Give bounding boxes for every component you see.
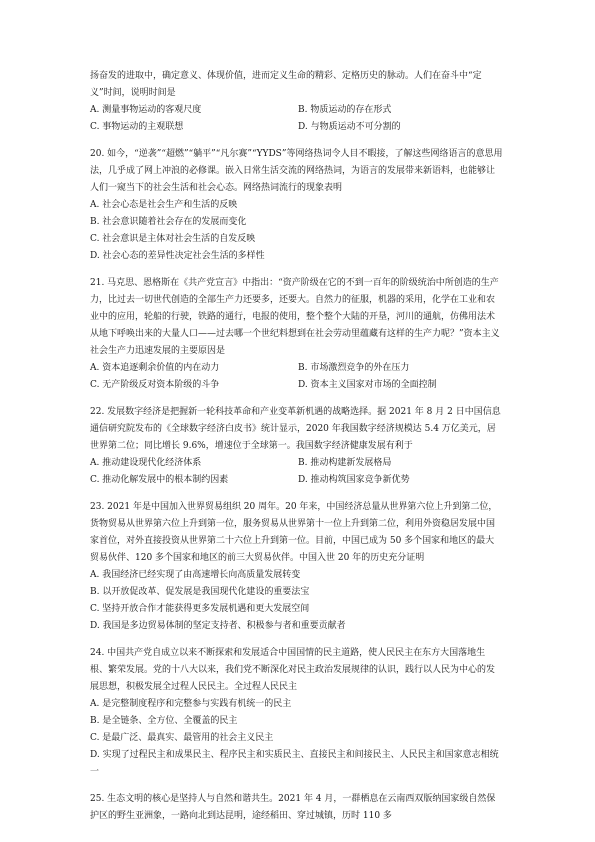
question-stem: 23. 2021 年是中国加入世界贸易组织 20 周年。20 年来，中国经济总量从世界第六位上升到第二位，货物贸易从世界第六位上升到第一位，服务贸易从世界第十一位上升到第二位，利用外资稳居发展中国家首位，对外直接投资从世界第二十六位上升到第一位。目前，中国已成为 50 多个国家和地区的最大贸易伙伴、120 多个国家和地区的前三大贸易伙伴。中国入世 20 年的历史充分证明 [90, 502, 498, 563]
question-20 [90, 146, 503, 265]
question-stem: 22. 发展数字经济是把握新一轮科技革命和产业变革新机遇的战略选择。据 2021 年 8 月 2 日中国信息通信研究院发布的《全球数字经济白皮书》统计显示，2020 年我国数字经济规模达 5.4 万亿美元，居世界第二位；同比增长 9.6%，增速位于全球第一。我国数字经济健康发展有利于 [90, 407, 501, 451]
option-b: B. 推动构建新发展格局 [298, 458, 392, 468]
option-a: A. 我国经济已经实现了由高速增长向高质量发展转变 [90, 570, 301, 580]
question-21 [90, 275, 503, 394]
options-group [90, 360, 503, 394]
question-19 [90, 68, 503, 136]
option-b: B. 以开放促改革、促发展是我国现代化建设的重要法宝 [90, 587, 310, 597]
question-stem: 21. 马克思、恩格斯在《共产党宣言》中指出：“资产阶级在它的不到一百年的阶级统治中所创造的生产力，比过去一切世代创造的全部生产力还要多，还要大。自然力的征服，机器的采用，化学在工业和农业中的应用，轮船的行驶，铁路的通行，电报的使用，整个整个大陆的开垦，河川的通航，仿佛用法术从地下呼唤出来的大量人口——过去哪一个世纪料想到在社会劳动里蕴藏有这样的生产力呢？”资本主义社会生产力迅速发展的主要原因是 [90, 278, 500, 356]
question-stem: 25. 生态文明的核心是坚持人与自然和谐共生。2021 年 4 月，一群栖息在云南西双版纳国家级自然保护区的野生亚洲象，一路向北到达昆明，途经稻田、穿过城镇，历时 110 多 [90, 794, 496, 821]
option-b: B. 是全链条、全方位、全覆盖的民主 [90, 716, 238, 726]
option-a: A. 测量事物运动的客观尺度 [90, 105, 202, 115]
option-d: D. 实现了过程民主和成果民主、程序民主和实质民主、直接民主和间接民主、人民民主和国家意志相统一 [90, 750, 499, 777]
option-c: C. 社会意识是主体对社会生活的自发反映 [90, 234, 256, 244]
option-a: A. 是完整制度程序和完整参与实践有机统一的民主 [90, 699, 292, 709]
option-c: C. 事物运动的主观联想 [90, 122, 184, 132]
question-25 [90, 791, 503, 825]
options-group [90, 696, 503, 781]
option-a: A. 社会心态是社会生产和生活的反映 [90, 200, 238, 210]
option-d: D. 推动构筑国家竞争新优势 [298, 475, 410, 485]
options-group [90, 567, 503, 635]
options-group [90, 455, 503, 489]
question-stem: 20. 如今，“逆袭”“超燃”“躺平”“凡尔赛”“YYDS”等网络热词令人目不暇接，了解这些网络语言的意思用法，几乎成了网上冲浪的必修课。嵌入日常生活交流的网络热词，为语言的发展带来新语料，也能够让人们一窥当下的社会生活和社会心态。网络热词流行的现象表明 [90, 149, 503, 193]
question-24 [90, 645, 503, 781]
question-stem: 扬奋发的进取中，确定意义、体现价值，进而定义生命的精彩、定格历史的脉动。人们在奋斗中“定义”时间，说明时间是 [90, 71, 482, 98]
option-d: D. 与物质运动不可分割的 [298, 122, 401, 132]
question-23 [90, 499, 503, 635]
option-b: B. 市场激烈竞争的外在压力 [298, 363, 410, 373]
question-stem: 24. 中国共产党自成立以来不断探索和发展适合中国国情的民主道路，使人民民主在东方大国落地生根、繁荣发展。党的十八大以来，我们党不断深化对民主政治发展规律的认识，践行以人民为中心的发展思想，积极发展全过程人民民主。全过程人民民主 [90, 648, 496, 692]
question-22 [90, 404, 503, 489]
option-b: B. 社会意识随着社会存在的发展而变化 [90, 217, 247, 227]
option-a: A. 资本追逐剩余价值的内在动力 [90, 363, 220, 373]
options-group [90, 197, 503, 265]
option-d: D. 社会心态的差异性决定社会生活的多样性 [90, 251, 265, 261]
option-d: D. 我国是多边贸易体制的坚定支持者、积极参与者和重要贡献者 [90, 621, 346, 631]
option-c: C. 推动化解发展中的根本制约因素 [90, 475, 229, 485]
option-c: C. 无产阶级反对资本阶级的斗争 [90, 380, 220, 390]
option-c: C. 坚持开放合作才能获得更多发展机遇和更大发展空间 [90, 604, 310, 614]
option-a: A. 推动建设现代化经济体系 [90, 458, 202, 468]
option-d: D. 资本主义国家对市场的全面控制 [298, 380, 437, 390]
option-b: B. 物质运动的存在形式 [298, 105, 392, 115]
option-c: C. 是最广泛、最真实、最管用的社会主义民主 [90, 733, 274, 743]
options-group [90, 102, 503, 136]
